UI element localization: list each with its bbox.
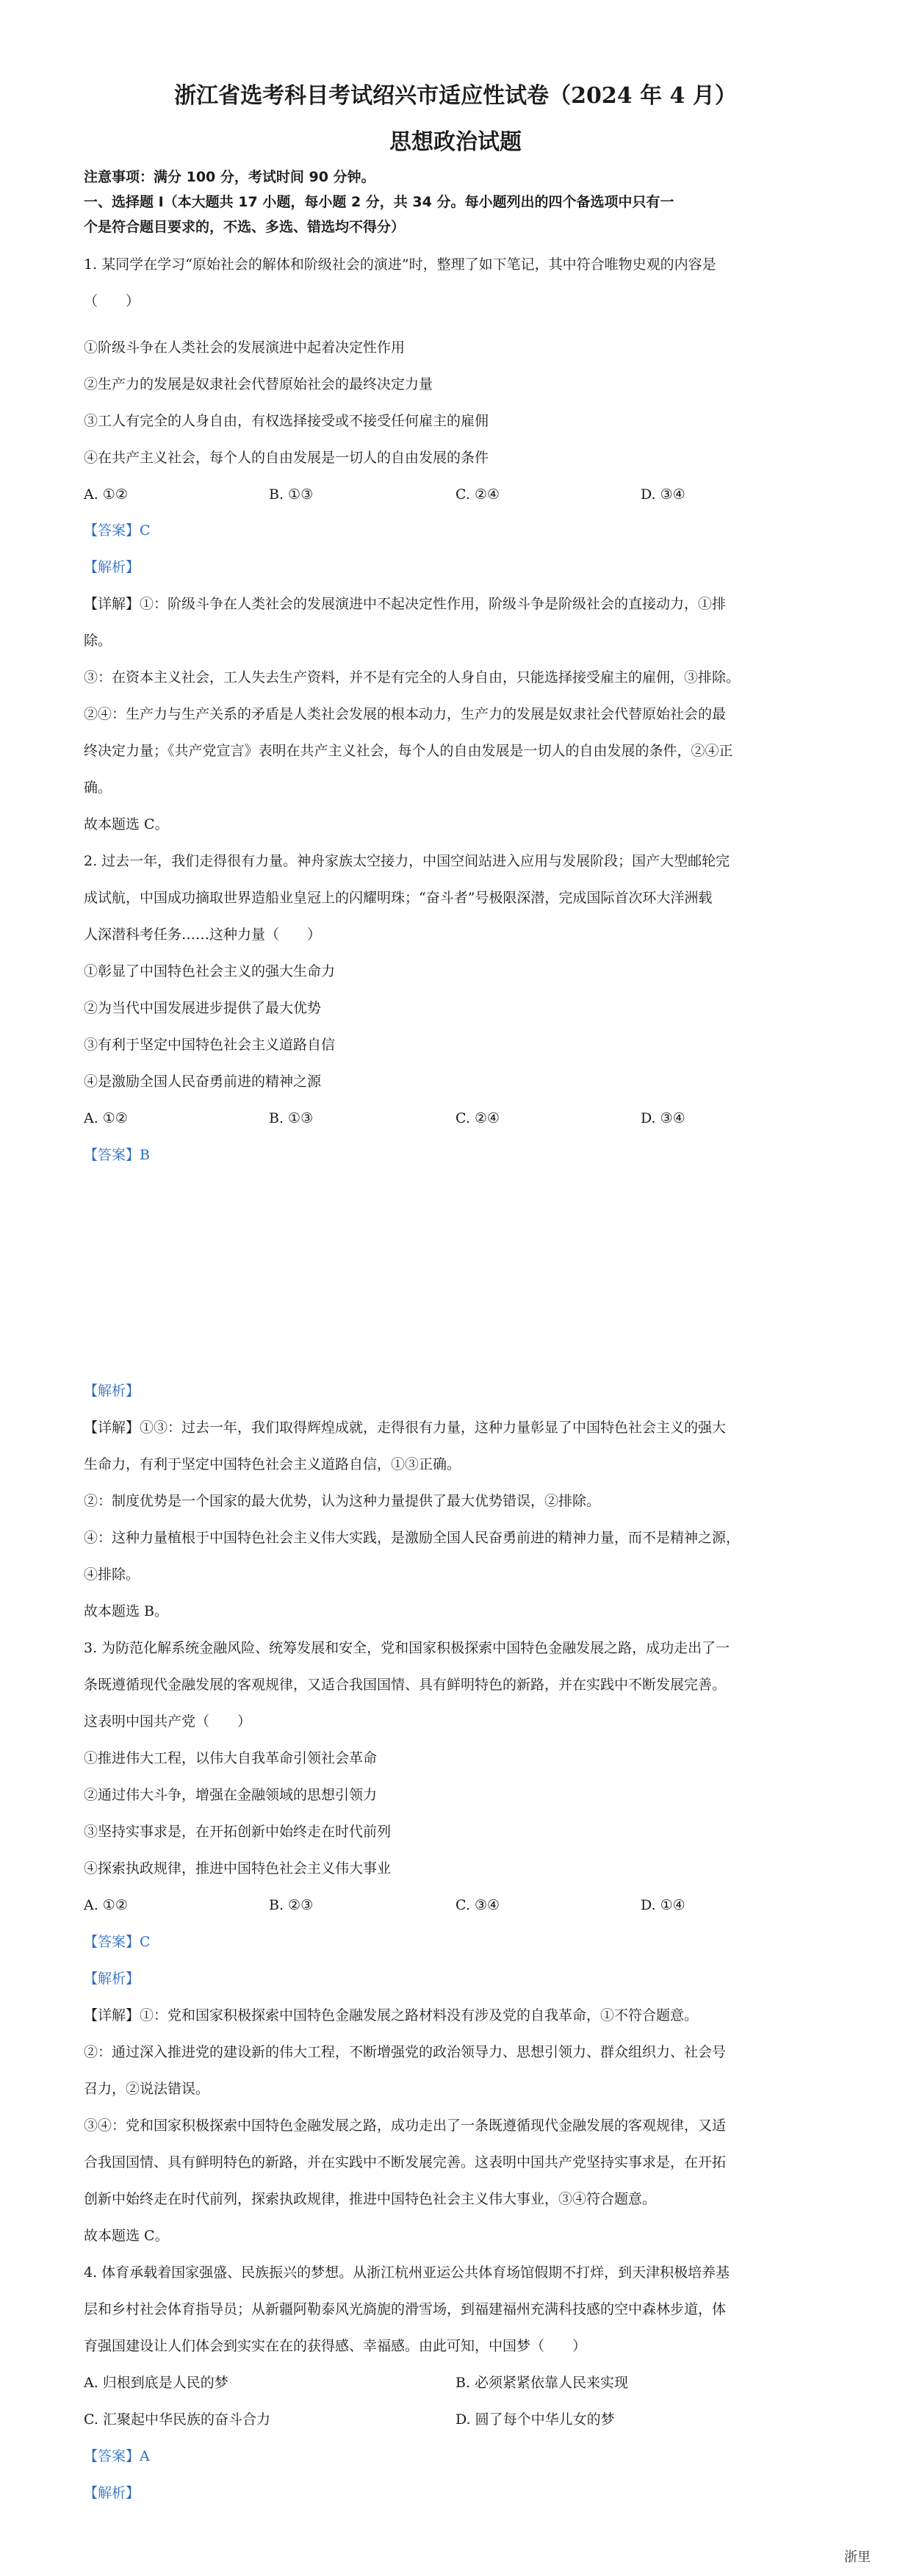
q2-option-b: B. ①③ <box>269 1110 314 1126</box>
q2-detail-4: ④：这种力量植根于中国特色社会主义伟大实践，是激励全国人民奋勇前进的精神力量，而不是精神之源， <box>84 1530 741 1546</box>
q3-option-b: B. ②③ <box>269 1897 314 1913</box>
q3-conclusion: 故本题选 C。 <box>84 2228 169 2244</box>
q1-statement-2: ②生产力的发展是奴隶社会代替原始社会的最终决定力量 <box>84 376 433 392</box>
q4-option-b: B. 必须紧紧依靠人民来实现 <box>455 2375 629 2391</box>
q2-answer: 【答案】B <box>84 1147 150 1163</box>
q2-statement-3: ③有利于坚定中国特色社会主义道路自信 <box>84 1037 336 1053</box>
q2-detail-1: 【详解】①③：过去一年，我们取得辉煌成就，走得很有力量，这种力量彰显了中国特色社会主义的强大 <box>84 1420 727 1436</box>
section-heading-line1: 一、选择题 I（本大题共 17 小题，每小题 2 分，共 34 分。每小题列出的四个备选项中只有一 <box>84 194 674 210</box>
q1-detail-6: 确。 <box>84 780 112 796</box>
q2-statement-1: ①彰显了中国特色社会主义的强大生命力 <box>84 963 336 979</box>
q2-option-a: A. ①② <box>84 1110 128 1126</box>
q2-option-c: C. ②④ <box>455 1110 500 1126</box>
q3-statement-1: ①推进伟大工程，以伟大自我革命引领社会革命 <box>84 1750 378 1766</box>
q1-option-a: A. ①② <box>84 486 128 503</box>
q3-statement-2: ②通过伟大斗争，增强在金融领域的思想引领力 <box>84 1787 378 1803</box>
q3-detail-1: 【详解】①：党和国家积极探索中国特色金融发展之路材料没有涉及党的自我革命，①不符合题意。 <box>84 2007 699 2023</box>
q2-statement-2: ②为当代中国发展进步提供了最大优势 <box>84 1000 322 1016</box>
q1-analysis-label: 【解析】 <box>84 559 140 575</box>
q3-analysis-label: 【解析】 <box>84 1971 140 1987</box>
q1-detail-2: 除。 <box>84 633 112 649</box>
q1-statement-4: ④在共产主义社会，每个人的自由发展是一切人的自由发展的条件 <box>84 450 489 466</box>
q1-detail-1: 【详解】①：阶级斗争在人类社会的发展演进中不起决定性作用，阶级斗争是阶级社会的直接动力，①排 <box>84 596 727 612</box>
q1-statement-3: ③工人有完全的人身自由，有权选择接受或不接受任何雇主的雇佣 <box>84 413 489 429</box>
q2-stem-line1: 2. 过去一年，我们走得很有力量。神舟家族太空接力，中国空间站进入应用与发展阶段；国产大型邮轮完 <box>84 853 730 869</box>
q4-option-a: A. 归根到底是人民的梦 <box>84 2375 228 2391</box>
q1-detail-4: ②④：生产力与生产关系的矛盾是人类社会发展的根本动力，生产力的发展是奴隶社会代替原始社会的最 <box>84 706 727 722</box>
q1-statement-1: ①阶级斗争在人类社会的发展演进中起着决定性作用 <box>84 339 406 356</box>
q2-option-d: D. ③④ <box>641 1110 685 1126</box>
q3-detail-5: 合我国国情、具有鲜明特色的新路，并在实践中不断发展完善。这表明中国共产党坚持实事求是，在开拓 <box>84 2154 727 2170</box>
q4-stem-line2: 层和乡村社会体育指导员；从新疆阿勒泰风光旖旎的滑雪场，到福建福州充满科技感的空中森林步道，体 <box>84 2301 727 2317</box>
q3-statement-3: ③坚持实事求是，在开拓创新中始终走在时代前列 <box>84 1824 392 1840</box>
q3-detail-3: 召力，②说法错误。 <box>84 2081 210 2097</box>
q3-stem-line3: 这表明中国共产党（ ） <box>84 1713 252 1730</box>
footer-watermark: 浙里 <box>844 2550 871 2565</box>
page-title: 浙江省选考科目考试绍兴市适应性试卷（2024 年 4 月） <box>174 83 737 109</box>
q4-answer: 【答案】A <box>84 2448 150 2464</box>
q1-stem-line2: （ ） <box>84 293 140 309</box>
q1-option-b: B. ①③ <box>269 486 314 503</box>
q1-option-d: D. ③④ <box>641 486 685 503</box>
q2-statement-4: ④是激励全国人民奋勇前进的精神之源 <box>84 1073 322 1090</box>
section-heading-line2: 个是符合题目要求的，不选、多选、错选均不得分） <box>84 219 406 235</box>
q1-detail-3: ③：在资本主义社会，工人失去生产资料，并不是有完全的人身自由，只能选择接受雇主的雇佣，③排除。 <box>84 669 741 686</box>
q4-stem-line1: 4. 体育承载着国家强盛、民族振兴的梦想。从浙江杭州亚运公共体育场馆假期不打烊，到天津积极培养基 <box>84 2264 730 2281</box>
q3-option-c: C. ③④ <box>455 1897 500 1913</box>
q3-detail-6: 创新中始终走在时代前列，探索执政规律，推进中国特色社会主义伟大事业，③④符合题意。 <box>84 2191 657 2207</box>
q4-stem-line3: 育强国建设让人们体会到实实在在的获得感、幸福感。由此可知，中国梦（ ） <box>84 2338 587 2354</box>
q3-stem-line2: 条既遵循现代金融发展的客观规律，又适合我国国情、具有鲜明特色的新路，并在实践中不断发展完善。 <box>84 1677 727 1693</box>
q4-option-d: D. 圆了每个中华儿女的梦 <box>455 2411 615 2428</box>
notice: 注意事项：满分 100 分，考试时间 90 分钟。 <box>84 169 375 185</box>
page-subtitle: 思想政治试题 <box>389 129 522 155</box>
q2-stem-line2: 成试航，中国成功摘取世界造船业皇冠上的闪耀明珠；“奋斗者”号极限深潜，完成国际首次环大洋洲载 <box>84 890 713 906</box>
q1-option-c: C. ②④ <box>455 486 500 503</box>
q4-analysis-label: 【解析】 <box>84 2485 140 2501</box>
q3-stem-line1: 3. 为防范化解系统金融风险、统筹发展和安全，党和国家积极探索中国特色金融发展之路，成功走出了一 <box>84 1640 730 1656</box>
q2-conclusion: 故本题选 B。 <box>84 1603 169 1619</box>
q2-detail-5: ④排除。 <box>84 1566 140 1583</box>
q2-stem-line3: 人深潜科考任务……这种力量（ ） <box>84 927 322 943</box>
q1-answer: 【答案】C <box>84 522 151 539</box>
q3-detail-4: ③④：党和国家积极探索中国特色金融发展之路，成功走出了一条既遵循现代金融发展的客观规律，又适 <box>84 2118 727 2134</box>
q2-analysis-label: 【解析】 <box>84 1383 140 1399</box>
q3-option-d: D. ①④ <box>641 1897 685 1913</box>
q4-option-c: C. 汇聚起中华民族的奋斗合力 <box>84 2411 270 2428</box>
q1-detail-5: 终决定力量；《共产党宣言》表明在共产主义社会，每个人的自由发展是一切人的自由发展的条件，②④正 <box>84 743 733 759</box>
q2-detail-2: 生命力，有利于坚定中国特色社会主义道路自信，①③正确。 <box>84 1456 461 1472</box>
q3-answer: 【答案】C <box>84 1934 151 1950</box>
q3-statement-4: ④探索执政规律，推进中国特色社会主义伟大事业 <box>84 1860 392 1877</box>
q1-stem-line1: 1. 某同学在学习“原始社会的解体和阶级社会的演进”时，整理了如下笔记，其中符合唯物史观的内容是 <box>84 256 716 273</box>
q1-conclusion: 故本题选 C。 <box>84 816 169 832</box>
q2-detail-3: ②：制度优势是一个国家的最大优势，认为这种力量提供了最大优势错误，②排除。 <box>84 1493 601 1509</box>
q3-detail-2: ②：通过深入推进党的建设新的伟大工程，不断增强党的政治领导力、思想引领力、群众组织力、社会号 <box>84 2044 727 2060</box>
q3-option-a: A. ①② <box>84 1897 128 1913</box>
